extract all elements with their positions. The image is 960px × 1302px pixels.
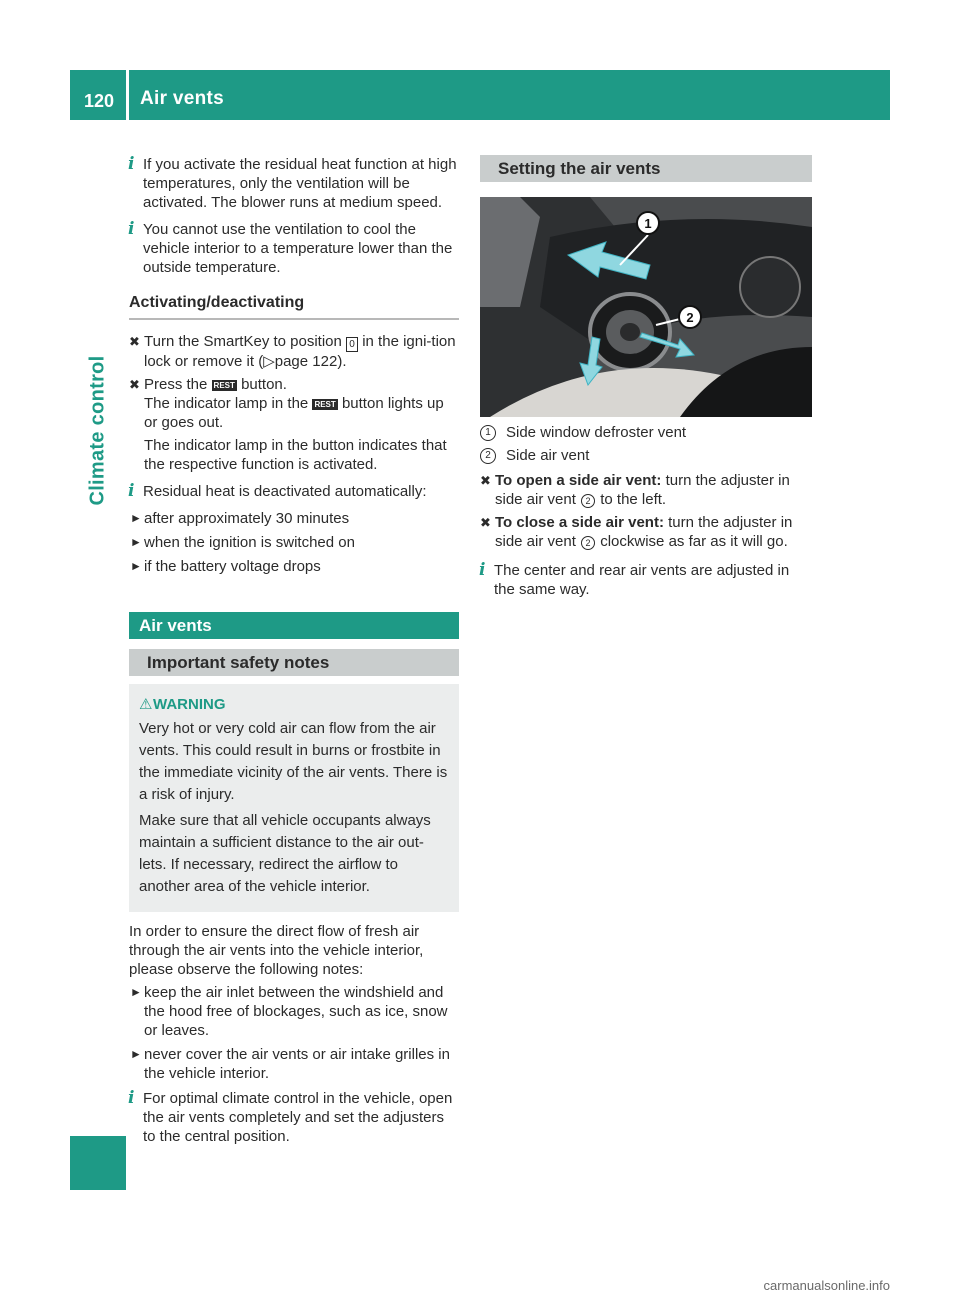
info-icon: i xyxy=(128,1088,135,1108)
info-icon: i xyxy=(128,219,135,239)
info-icon: i xyxy=(479,560,486,580)
step-text: Turn the SmartKey to position 0 in the igni-tion lock or remove it (▷page 122). xyxy=(144,333,456,370)
step-detail: The indicator lamp in the button indicates that the respective function is activated. xyxy=(144,437,447,473)
chapter-side-label: Climate control xyxy=(86,354,109,506)
rest-key-icon: REST xyxy=(213,381,235,390)
step-item xyxy=(129,332,459,371)
list-item: ► never cover the air vents or air intake grilles in the vehicle interior. xyxy=(130,1046,450,1082)
info-note xyxy=(129,155,459,212)
number-badge: 1 xyxy=(480,425,496,441)
number-badge: 2 xyxy=(581,494,595,508)
bullet-icon: ► xyxy=(130,985,142,999)
chapter-side-block xyxy=(70,1136,126,1190)
list-item: ► keep the air inlet between the windshield and the hood free of blockages, such as ice, snow or leaves. xyxy=(130,984,448,1039)
info-text: You cannot use the ventilation to cool the vehicle interior to a temperature lower than the outside temperature. xyxy=(143,221,453,276)
watermark: carmanualsonline.info xyxy=(763,1278,890,1293)
info-text: Residual heat is deactivated automatically: xyxy=(143,483,427,500)
list-item: ► when the ignition is switched on xyxy=(130,534,355,551)
step-text: Press the REST button. The indicator lamp in the REST button lights up or goes out. xyxy=(144,376,444,431)
list-item: ► if the battery voltage drops xyxy=(130,558,321,575)
body-paragraph: In order to ensure the direct flow of fresh air through the air vents into the vehicle interior, please observe the following notes: xyxy=(129,923,424,978)
step-text: To open a side air vent: turn the adjuster in side air vent 2 to the left. xyxy=(495,472,790,508)
info-note xyxy=(129,1089,459,1146)
safety-notes-title: Important safety notes xyxy=(129,649,459,676)
info-note xyxy=(129,482,459,501)
page-ref-link[interactable]: page 122 xyxy=(274,353,338,370)
bullet-icon: ► xyxy=(130,511,142,525)
number-badge: 2 xyxy=(480,448,496,464)
air-vent-photo xyxy=(480,197,812,417)
info-icon: i xyxy=(128,481,135,501)
number-badge: 2 xyxy=(581,536,595,550)
page-title: Air vents xyxy=(140,88,225,109)
info-text: If you activate the residual heat function at high temperatures, only the ventilation will be activated. The blower runs at medium speed. xyxy=(143,156,457,211)
warning-heading: ⚠ WARNING xyxy=(139,694,451,716)
svg-text:1: 1 xyxy=(644,216,652,231)
info-note xyxy=(480,561,812,599)
section-title: Air vents xyxy=(129,612,459,639)
arrow-right-icon: ✖ xyxy=(480,515,491,530)
rest-key-icon: REST xyxy=(314,400,336,409)
arrow-right-icon: ✖ xyxy=(129,377,140,392)
info-note xyxy=(129,220,459,277)
info-text: The center and rear air vents are adjusted in the same way. xyxy=(494,562,790,598)
ignition-position-icon: 0 xyxy=(346,337,358,352)
activate-heading: Activating/deactivating xyxy=(129,293,459,320)
arrow-right-icon: ✖ xyxy=(480,473,491,488)
info-text: For optimal climate control in the vehicle, open the air vents completely and set the adjusters to the central position. xyxy=(143,1090,453,1145)
bullet-icon: ► xyxy=(130,559,142,573)
arrow-right-icon: ✖ xyxy=(129,334,140,349)
setting-vents-title: Setting the air vents xyxy=(480,155,812,182)
info-icon: i xyxy=(128,154,135,174)
svg-text:2: 2 xyxy=(686,310,694,325)
right-column xyxy=(480,155,812,607)
left-column xyxy=(129,155,459,1154)
page-ref-arrow-icon: ▷ xyxy=(263,353,275,370)
legend-item: 2 Side air vent xyxy=(480,446,812,465)
warning-text: Very hot or very cold air can flow from the air vents. This could result in burns or frostbite in the immediate vicinity of the air vents. There is a risk of injury. xyxy=(139,720,448,803)
page-number: 120 xyxy=(84,91,115,111)
bullet-icon: ► xyxy=(130,1047,142,1061)
legend-item: 1 Side window defroster vent xyxy=(480,423,812,442)
step-item xyxy=(480,471,812,509)
step-item xyxy=(129,375,459,474)
warning-box xyxy=(129,684,459,912)
warning-text: Make sure that all vehicle occupants always maintain a sufficient distance to the air out-lets. If necessary, redirect the airflow to another area of the vehicle interior. xyxy=(139,812,431,895)
warning-triangle-icon: ⚠ xyxy=(139,696,153,713)
list-item: ► after approximately 30 minutes xyxy=(130,510,350,527)
step-text: To close a side air vent: turn the adjuster in side air vent 2 clockwise as far as it will go. xyxy=(495,514,793,550)
step-item xyxy=(480,513,812,551)
bullet-icon: ► xyxy=(130,535,142,549)
air-vent-illustration xyxy=(480,197,812,417)
header-divider xyxy=(126,70,129,120)
